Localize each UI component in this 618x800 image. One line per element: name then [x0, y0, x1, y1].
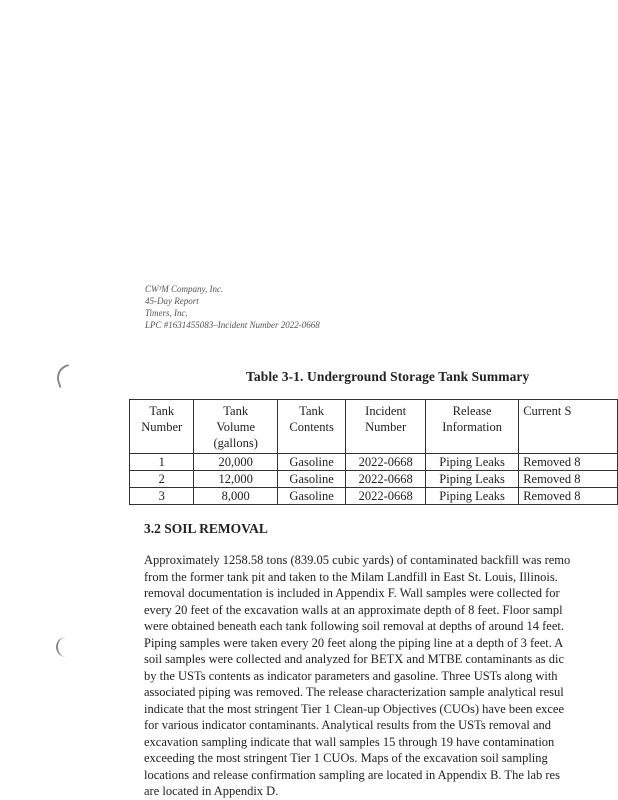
cell-release-information: Piping Leaks [426, 471, 519, 488]
body-line: are located in Appendix D. [144, 784, 279, 798]
cell-current-status: Removed 8 [519, 488, 618, 505]
cell-incident-number: 2022-0668 [346, 471, 426, 488]
cell-tank-volume: 12,000 [194, 471, 278, 488]
header-company: CW³M Company, Inc. [145, 284, 224, 294]
header-incident-number: Incident Number [346, 400, 426, 454]
cell-incident-number: 2022-0668 [346, 488, 426, 505]
cell-tank-number: 3 [130, 488, 194, 505]
cell-tank-contents: Gasoline [277, 488, 345, 505]
table-row [130, 471, 618, 488]
body-line: for various indicator contaminants. Analytical results from the USTs removal and [144, 718, 552, 732]
cell-tank-volume: 20,000 [194, 454, 278, 471]
report-header [145, 283, 320, 331]
body-line: were obtained beneath each tank following soil removal at depths of around 14 feet. [144, 619, 564, 633]
body-line: Piping samples were taken every 20 feet along the piping line at a depth of 3 feet. A [144, 635, 564, 650]
cell-incident-number: 2022-0668 [346, 454, 426, 471]
cell-release-information: Piping Leaks [426, 454, 519, 471]
table-header-row [130, 400, 618, 454]
cell-tank-number: 2 [130, 471, 194, 488]
section-heading: 3.2 SOIL REMOVAL [144, 521, 268, 536]
table-row [130, 488, 618, 505]
cell-tank-number: 1 [130, 454, 194, 471]
header-tank-number: Tank Number [130, 400, 194, 454]
cell-tank-contents: Gasoline [277, 454, 345, 471]
header-tank-contents: Tank Contents [277, 400, 345, 454]
body-line: from the former tank pit and taken to the Milam Landfill in East St. Louis, Illinois. [144, 569, 558, 584]
table-row [130, 454, 618, 471]
cell-release-information: Piping Leaks [426, 488, 519, 505]
cell-tank-volume: 8,000 [194, 488, 278, 505]
cell-current-status: Removed 8 [519, 454, 618, 471]
header-incident: LPC #1631455083–Incident Number 2022-0668 [145, 320, 320, 330]
body-line: excavation sampling indicate that wall samples 15 through 19 have contamination [144, 734, 555, 749]
body-line: every 20 feet of the excavation walls at an approximate depth of 8 feet. Floor sampl [144, 602, 563, 617]
ust-summary-table [129, 399, 618, 505]
header-current-status: Current S [519, 400, 618, 454]
body-line: locations and release confirmation sampling are located in Appendix B. The lab res [144, 767, 560, 782]
body-line: removal documentation is included in Appendix F. Wall samples were collected for [144, 586, 560, 600]
table-title: Table 3-1. Underground Storage Tank Summary [246, 369, 530, 384]
cell-tank-contents: Gasoline [277, 471, 345, 488]
body-line: indicate that the most stringent Tier 1 Clean-up Objectives (CUOs) have been excee [144, 701, 565, 716]
body-line: Approximately 1258.58 tons (839.05 cubic yards) of contaminated backfill was remo [144, 553, 571, 567]
body-line: soil samples were collected and analyzed for BETX and MTBE contaminants as dic [144, 652, 565, 666]
binder-hole-mark-bottom [56, 637, 66, 657]
header-client: Timers, Inc. [145, 308, 188, 318]
binder-hole-mark-top [53, 364, 74, 388]
section-body [144, 552, 618, 800]
body-line: exceeding the most stringent Tier 1 CUOs. Maps of the excavation soil sampling [144, 751, 548, 765]
body-line: associated piping was removed. The release characterization sample analytical resul [144, 685, 564, 699]
header-release-information: Release Information [426, 400, 519, 454]
header-tank-volume: Tank Volume (gallons) [194, 400, 278, 454]
header-report-type: 45-Day Report [145, 296, 199, 306]
cell-current-status: Removed 8 [519, 471, 618, 488]
body-line: by the USTs contents as indicator parameters and gasoline. Three USTs along with [144, 668, 558, 683]
